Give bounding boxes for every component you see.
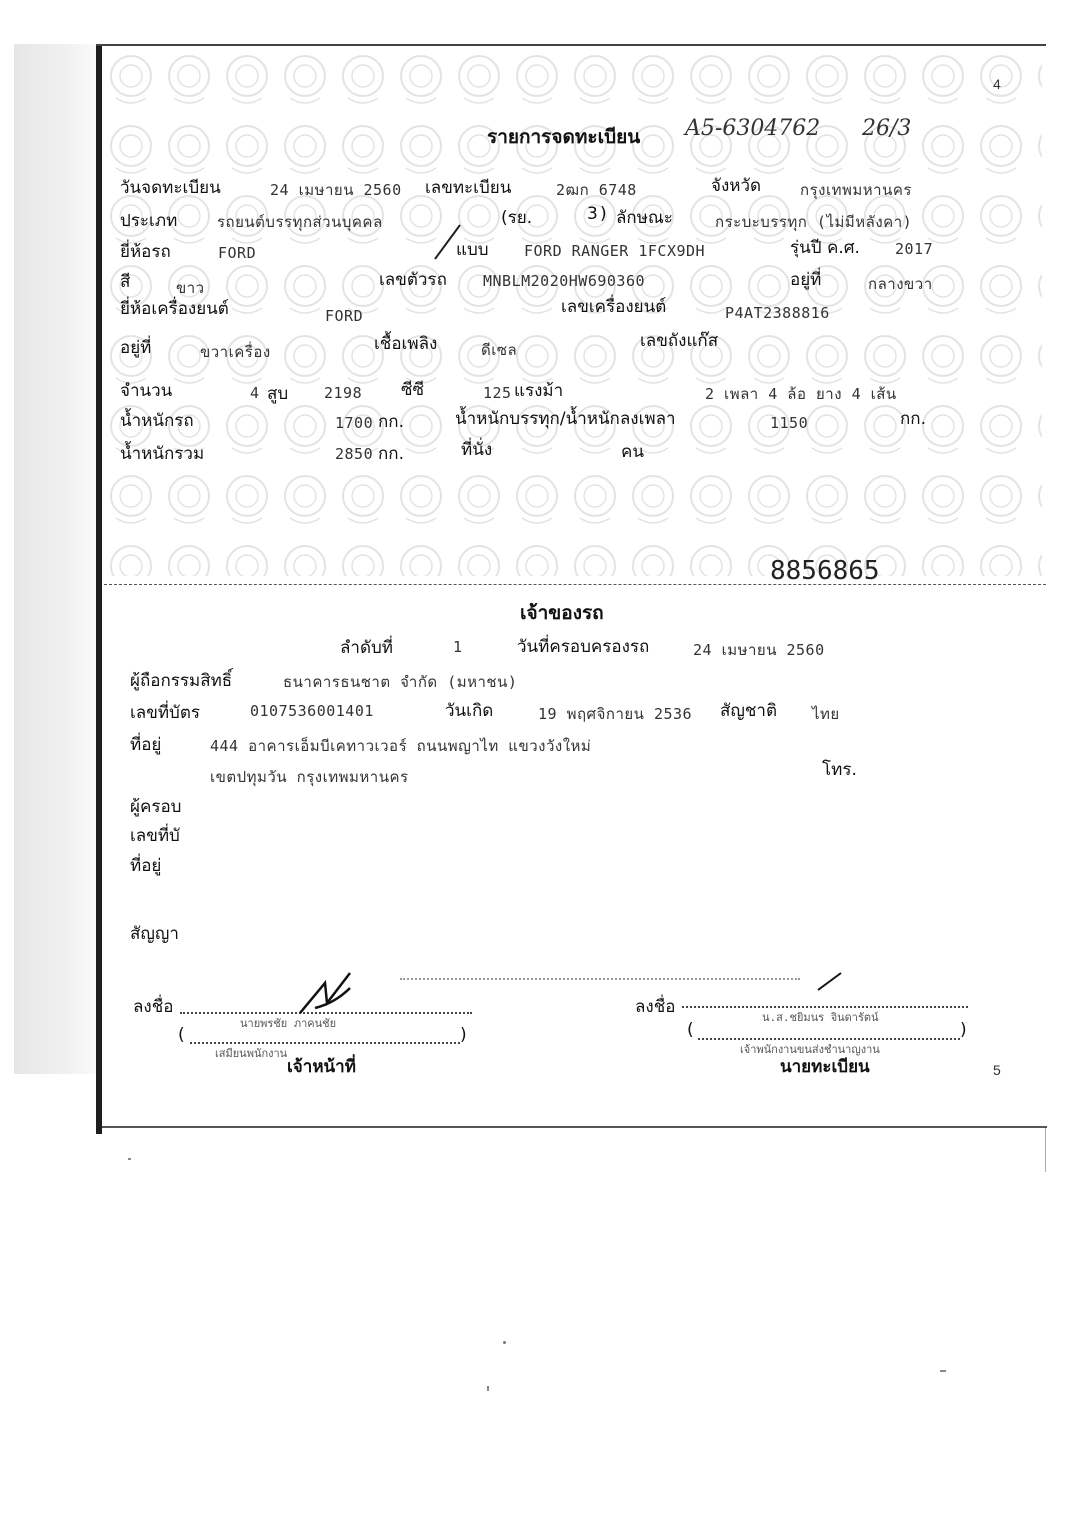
contract-label: สัญญา	[130, 924, 179, 944]
model-year-label: รุ่นปี ค.ศ.	[790, 238, 860, 258]
registrar-sign-label: ลงชื่อ	[635, 997, 676, 1017]
seats-unit: คน	[621, 442, 644, 462]
registration-date: 24 เมษายน 2560	[270, 181, 402, 199]
type-code: 3	[587, 204, 598, 224]
officer-name: นายพรชัย ภาคนชัย	[240, 1017, 337, 1030]
handwritten-date: 26/3	[862, 116, 912, 141]
registrar-title: นายทะเบียน	[780, 1057, 870, 1077]
seats-label: ที่นั่ง	[461, 440, 493, 460]
nationality: ไทย	[812, 705, 840, 723]
serial-number: 8856865	[770, 556, 880, 582]
engine-location-label: อยู่ที่	[120, 338, 152, 358]
handwritten-reference: A5-6304762	[685, 116, 821, 141]
scan-speck	[487, 1386, 489, 1391]
load-weight: 1150	[770, 414, 809, 432]
brand-label: ยี่ห้อรถ	[120, 242, 171, 262]
owner-name: ธนาคารธนชาต จำกัด (มหาชน)	[283, 673, 518, 691]
id-card-number: 0107536001401	[250, 702, 374, 720]
model-label: แบบ	[456, 240, 489, 260]
gross-weight-label: น้ำหนักรวม	[120, 444, 205, 464]
phone-label: โทร.	[822, 760, 857, 780]
registrar-open-paren: (	[687, 1020, 694, 1040]
paper-bottom-edge	[102, 1126, 1047, 1128]
category-label: ลักษณะ	[616, 208, 673, 228]
registrar-name: น.ส.ชยิมนร จินดารัตน์	[762, 1011, 879, 1024]
registrar-position: เจ้าพนักงานขนส่งชำนาญงาน	[740, 1043, 880, 1056]
province-label: จังหวัด	[711, 176, 762, 196]
registrar-close-paren: )	[960, 1020, 967, 1040]
nationality-label: สัญชาติ	[720, 701, 777, 721]
horsepower: 125	[483, 384, 512, 402]
cc-label: ซีซี	[401, 380, 425, 400]
vehicle-weight: 1700	[335, 414, 374, 432]
possessor-label: ผู้ครอบ	[130, 797, 182, 817]
address-line-2: เขตปทุมวัน กรุงเทพมหานคร	[210, 768, 409, 786]
document-title: รายการจดทะเบียน	[487, 126, 641, 148]
type-code-open: (รย.	[501, 208, 533, 228]
officer-sign-label: ลงชื่อ	[133, 997, 174, 1017]
address-line-1: 444 อาคารเอ็มบีเคทาวเวอร์ ถนนพญาไท แขวงวังใหม่	[210, 737, 592, 755]
registration-date-label: วันจดทะเบียน	[120, 178, 221, 198]
engine-location: ขวาเครื่อง	[200, 343, 271, 361]
weight-unit: กก.	[378, 412, 404, 432]
engine-brand-label: ยี่ห้อเครื่องยนต์	[120, 299, 229, 319]
possessor-id-label: เลขที่บั	[130, 826, 180, 846]
type-code-close: )	[600, 204, 607, 224]
horsepower-label: แรงม้า	[514, 381, 564, 401]
officer-position: เสมียนพนักงาน	[215, 1047, 288, 1060]
possessor-address-label: ที่อยู่	[130, 856, 162, 876]
page-number-bottom: 5	[993, 1062, 1001, 1078]
order-number: 1	[453, 638, 463, 656]
model-year: 2017	[895, 240, 934, 258]
chassis-location: กลางขวา	[868, 275, 933, 293]
possession-date-label: วันที่ครอบครองรถ	[517, 637, 650, 657]
engine-brand: FORD	[325, 307, 364, 325]
count-label: จำนวน	[120, 381, 173, 401]
officer-open-paren: (	[178, 1025, 185, 1045]
ghost-dotted-line	[400, 978, 800, 980]
brand: FORD	[218, 244, 257, 262]
owner-label: ผู้ถือกรรมสิทธิ์	[130, 671, 233, 691]
engine-cc: 2198	[324, 384, 363, 402]
engine-number: P4AT2388816	[725, 304, 830, 322]
weight-label: น้ำหนักรถ	[120, 411, 194, 431]
owner-section-title: เจ้าของรถ	[520, 602, 604, 624]
officer-close-paren: )	[460, 1025, 467, 1045]
cylinders: 4	[250, 384, 260, 402]
registrar-signature	[815, 970, 845, 994]
category: กระบะบรรทุก (ไม่มีหลังคา)	[715, 213, 913, 231]
section-divider	[104, 584, 1046, 585]
plate-label: เลขทะเบียน	[425, 178, 512, 198]
engine-number-label: เลขเครื่องยนต์	[561, 297, 667, 317]
color: ขาว	[176, 279, 205, 297]
fuel: ดีเซล	[481, 341, 518, 359]
scan-speck	[503, 1341, 506, 1344]
scan-speck	[128, 1158, 131, 1160]
vehicle-type: รถยนต์บรรทุกส่วนบุคคล	[217, 213, 383, 231]
birth-date: 19 พฤศจิกายน 2536	[538, 705, 693, 723]
axle-description: 2 เพลา 4 ล้อ ยาง 4 เส้น	[705, 385, 897, 403]
chassis-location-label: อยู่ที่	[790, 270, 822, 290]
load-label: น้ำหนักบรรทุก/น้ำหนักลงเพลา	[455, 409, 676, 429]
paper-right-edge	[1045, 1128, 1046, 1172]
province: กรุงเทพมหานคร	[800, 181, 912, 199]
chassis-label: เลขตัวรถ	[379, 270, 447, 290]
model: FORD RANGER 1FCX9DH	[524, 242, 706, 260]
scan-shadow	[14, 44, 96, 1074]
vehicle-type-label: ประเภท	[120, 211, 178, 231]
officer-title: เจ้าหน้าที่	[287, 1057, 356, 1077]
order-label: ลำดับที่	[340, 638, 394, 658]
possession-date: 24 เมษายน 2560	[693, 641, 825, 659]
color-label: สี	[120, 272, 131, 292]
page-number-top: 4	[993, 76, 1001, 92]
gross-weight: 2850	[335, 445, 374, 463]
chassis-number: MNBLM2020HW690360	[483, 272, 646, 290]
cylinder-unit: สูบ	[267, 384, 289, 404]
scan-speck	[940, 1370, 946, 1372]
officer-signature	[295, 968, 365, 1018]
gross-weight-unit: กก.	[378, 444, 404, 464]
address-label: ที่อยู่	[130, 735, 162, 755]
id-card-label: เลขที่บัตร	[130, 703, 201, 723]
load-unit: กก.	[900, 409, 926, 429]
birth-date-label: วันเกิด	[445, 701, 494, 721]
gas-tank-label: เลขถังแก๊ส	[640, 331, 719, 351]
plate-number: 2ฒก 6748	[556, 181, 637, 199]
fuel-label: เชื้อเพลิง	[374, 334, 438, 354]
